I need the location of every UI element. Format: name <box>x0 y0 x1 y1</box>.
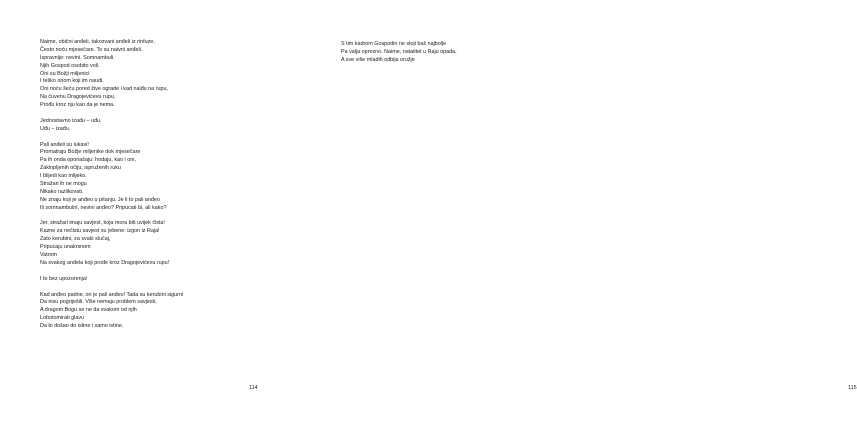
text-line: Jednostavno izađu – uđu. <box>40 117 102 124</box>
text-line: Uđu – izađu. <box>40 125 71 132</box>
text-line: Ne znaju koji je anđeo u pitanju. Je li to pali anđeo <box>40 196 160 203</box>
text-line: Kazne za nečistu savjest su jebene: izgon iz Raja! <box>40 228 160 235</box>
text-line: Često noću mjesečare. To su naivni anđeli. <box>40 46 143 53</box>
text-line: I blijedi kao mlijeko. <box>40 173 87 180</box>
stanza <box>40 276 183 284</box>
text-line: Nikako razlikovati. <box>40 188 84 195</box>
stanza <box>40 118 183 134</box>
text-line: Da nisu pogriješili. Više nemaju problem savjesti, <box>40 299 157 306</box>
page-number: 115 <box>848 385 857 391</box>
stanza <box>341 41 457 65</box>
text-line: Zaklopljenih očiju, ispruženih ruku <box>40 165 121 172</box>
text-line: Da bi došao do istine i samo istine. <box>40 323 124 330</box>
text-line: Na svakog anđela koji prođe kroz Dragojevićevu rupu! <box>40 259 170 266</box>
text-line: Oni su Božji miljenici <box>40 70 90 77</box>
text-line: I to bez upozorenja! <box>40 275 88 282</box>
right-page-text <box>341 41 457 65</box>
page-number: 114 <box>249 385 258 391</box>
text-line: Oni noću šeću pored žive ograde i kad naiđu na rupu, <box>40 86 168 93</box>
text-line: Vatrom <box>40 252 57 259</box>
text-line: Na čuvenu Dragojevićevu rupu, <box>40 94 116 101</box>
stanza <box>40 292 183 331</box>
stanza <box>40 39 183 110</box>
text-line: I teško onom koji im naudi. <box>40 78 104 85</box>
text-line: Pripucaju unakrsnom <box>40 244 91 251</box>
right-page <box>300 0 857 423</box>
text-line: Lobotomirati glavu <box>40 315 85 322</box>
text-line: A dragom Bogu se ne da svakom od njih <box>40 307 137 314</box>
text-line: Ispravnije: nevini. Somnambuli. <box>40 54 115 61</box>
text-line: A sve više mladih odbija oružje <box>341 56 415 63</box>
text-line: Kad anđeo padne, on je pali anđeo! Tada su kerubini sigurni <box>40 291 184 298</box>
text-line: Njih Gospod osobito voli. <box>40 62 100 69</box>
text-line: Pa ih onda oponašaju: hodaju, kao i oni, <box>40 157 136 164</box>
text-line: Prođu kroz nju kao da je nema. <box>40 102 115 109</box>
text-line: S tim kadrom Gospodin ne stoji baš najbolje <box>341 41 447 47</box>
text-line: Jer, stražari imaju savjest, koja mora biti uvijek čista! <box>40 220 165 227</box>
text-line: Naime, obični anđeli, takozvani anđeli iz rinfuze, <box>40 39 155 45</box>
text-line: Zato kerubini, za svaki slučaj, <box>40 236 111 243</box>
stanza <box>40 142 183 213</box>
stanza <box>40 220 183 267</box>
text-line: Pali anđeli su lukavi! <box>40 141 89 148</box>
left-page-text <box>40 39 183 331</box>
text-line: Ili somnambulni, nevini anđeo? Pripucati bi, ali kako? <box>40 204 167 211</box>
text-line: Stražari ih ne mogu <box>40 181 87 188</box>
left-page <box>0 0 300 423</box>
text-line: Promatraju Božje miljenike dok mjesečare <box>40 149 141 156</box>
text-line: Pa valja oprezno. Naime, natalitet u Raju opada, <box>341 48 457 55</box>
